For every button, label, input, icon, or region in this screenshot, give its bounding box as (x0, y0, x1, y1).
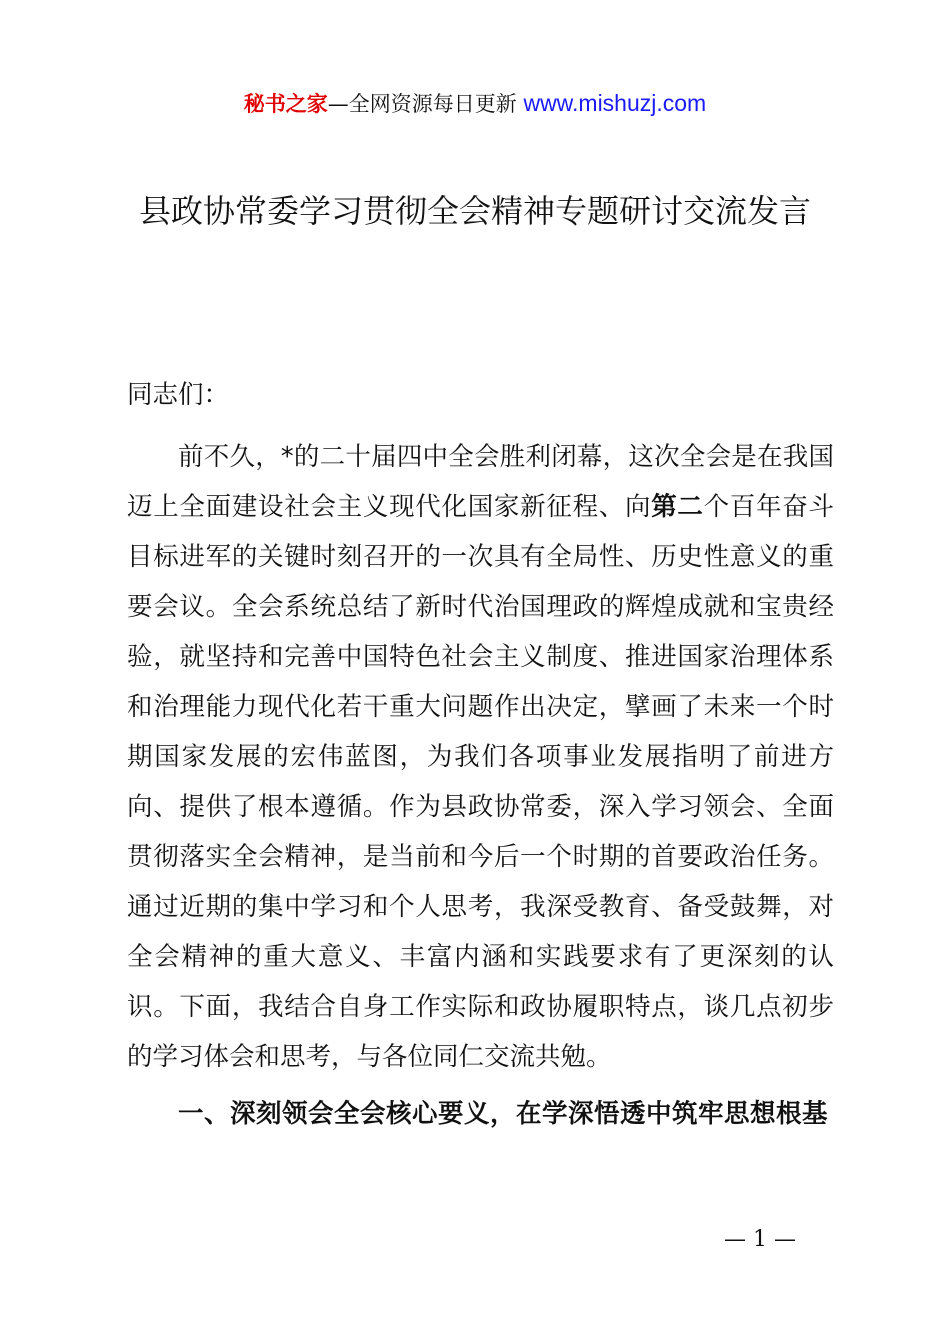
section-heading: 一、深刻领会全会核心要义，在学深悟透中筑牢思想根基 (178, 1099, 829, 1129)
site-url-link[interactable]: www.mishuzj.com (523, 90, 707, 116)
site-brand: 秘书之家 (243, 92, 328, 116)
site-tagline: —全网资源每日更新 (327, 92, 524, 116)
site-header (0, 88, 950, 119)
paragraph-text-start: 前不久，*的二十届四中全会胜利闭幕，这次全会是在我国迈上全面建设社会主义现代化国家新征程、向 (127, 442, 834, 522)
body-paragraph (127, 432, 834, 1082)
page-number: — 1 — (724, 1227, 796, 1252)
paragraph-bold-text: 第二 (651, 492, 704, 522)
salutation: 同志们： (127, 380, 230, 410)
document-title: 县政协常委学习贯彻全会精神专题研讨交流发言 (138, 192, 811, 230)
paragraph-text-rest: 个百年奋斗目标进军的关键时刻召开的一次具有全局性、历史性意义的重要会议。全会系统总结了新时代治国理政的辉煌成就和宝贵经验，就坚持和完善中国特色社会主义制度、推进国家治理体系和治理能力现代化若干重大问题作出决定，擘画了未来一个时期国家发展的宏伟蓝图，为我们各项事业发展指明了前进方向、提供了根本遵循。作为县政协常委，深入学习领会、全面贯彻落实全会精神，是当前和今后一个时期的首要政治任务。通过近期的集中学习和个人思考，我深受教育、备受鼓舞，对全会精神的重大意义、丰富内涵和实践要求有了更深刻的认识。下面，我结合自身工作实际和政协履职特点，谈几点初步的学习体会和思考，与各位同仁交流共勉。 (127, 492, 834, 1072)
